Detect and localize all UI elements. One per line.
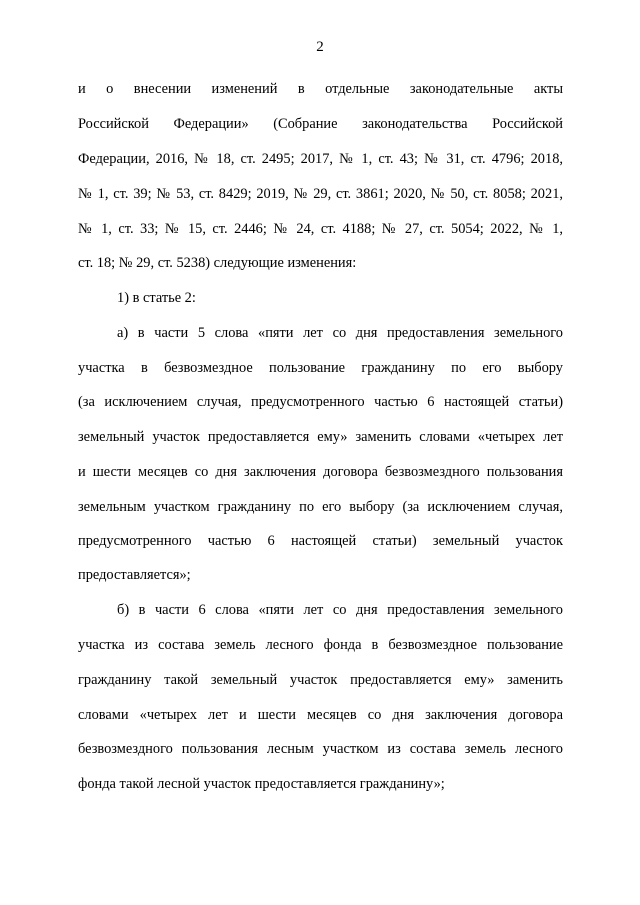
- text-line: и шести месяцев со дня заключения договора безвозмездного пользования: [78, 464, 563, 480]
- text-line: Федерации, 2016, № 18, ст. 2495; 2017, № 1, ст. 43; № 31, ст. 4796; 2018,: [78, 151, 563, 167]
- text-line: (за исключением случая, предусмотренного частью 6 настоящей статьи): [78, 394, 563, 410]
- text-line: Российской Федерации» (Собрание законодательства Российской: [78, 116, 563, 132]
- text-line: словами «четырех лет и шести месяцев со дня заключения договора: [78, 707, 563, 723]
- text-line: 1) в статье 2:: [117, 290, 196, 306]
- page-number: 2: [316, 39, 324, 55]
- text-line: участка из состава земель лесного фонда в безвозмездное пользование: [78, 637, 563, 653]
- text-line: № 1, ст. 39; № 53, ст. 8429; 2019, № 29, ст. 3861; 2020, № 50, ст. 8058; 2021,: [78, 186, 563, 202]
- text-line: гражданину такой земельный участок предоставляется ему» заменить: [78, 672, 563, 688]
- text-line: земельный участок предоставляется ему» заменить словами «четырех лет: [78, 429, 563, 445]
- text-line: фонда такой лесной участок предоставляется гражданину»;: [78, 776, 445, 792]
- text-line: ст. 18; № 29, ст. 5238) следующие изменения:: [78, 255, 357, 271]
- text-line: земельным участком гражданину по его выбору (за исключением случая,: [78, 499, 563, 515]
- text-line: предусмотренного частью 6 настоящей статьи) земельный участок: [78, 533, 563, 549]
- text-line: № 1, ст. 33; № 15, ст. 2446; № 24, ст. 4188; № 27, ст. 5054; 2022, № 1,: [78, 221, 563, 237]
- text-line: б) в части 6 слова «пяти лет со дня предоставления земельного: [117, 602, 563, 618]
- text-line: предоставляется»;: [78, 567, 191, 583]
- text-line: а) в части 5 слова «пяти лет со дня предоставления земельного: [117, 325, 563, 341]
- text-line: и о внесении изменений в отдельные законодательные акты: [78, 81, 563, 97]
- text-line: участка в безвозмездное пользование гражданину по его выбору: [78, 360, 563, 376]
- text-line: безвозмездного пользования лесным участком из состава земель лесного: [78, 741, 563, 757]
